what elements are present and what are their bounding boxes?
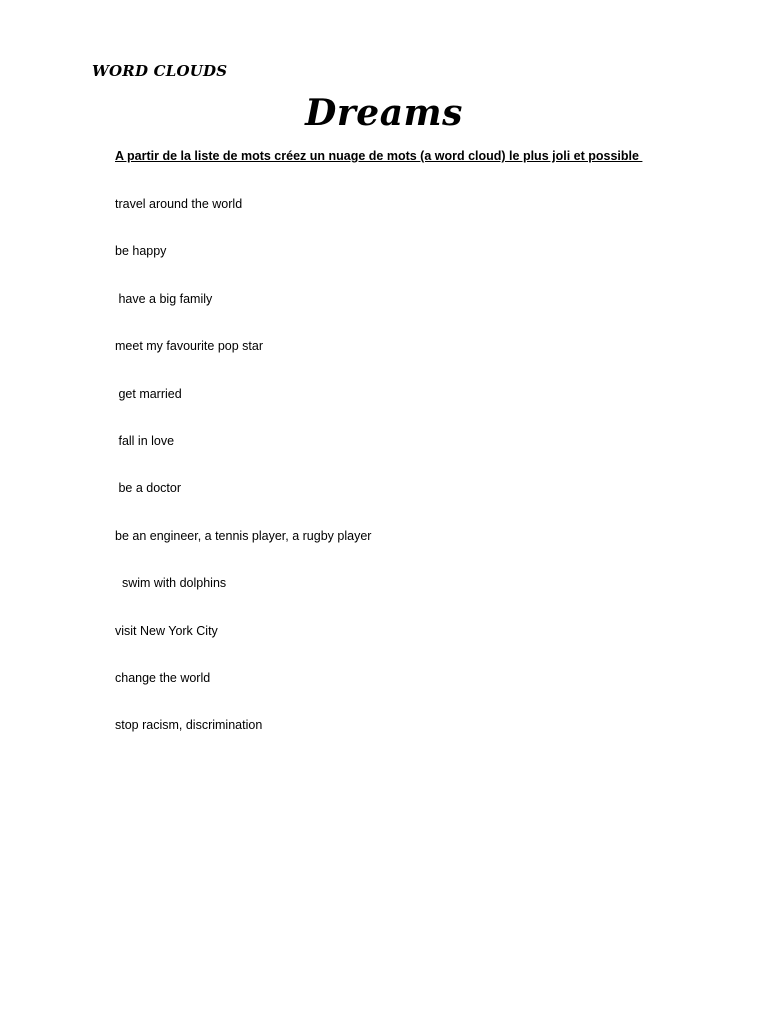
header-label: WORD CLOUDS: [92, 62, 228, 80]
list-item: be an engineer, a tennis player, a rugby player: [115, 528, 372, 543]
page-title: Dreams: [305, 92, 463, 134]
list-item: fall in love: [115, 433, 175, 448]
dream-list: [115, 196, 371, 765]
list-item: be a doctor: [115, 481, 182, 496]
list-item: change the world: [115, 670, 211, 685]
list-item: have a big family: [115, 291, 213, 306]
list-item: get married: [115, 386, 182, 401]
list-item: meet my favourite pop star: [115, 339, 263, 354]
list-item: swim with dolphins: [115, 576, 227, 591]
list-item: stop racism, discrimination: [115, 718, 263, 733]
list-item: be happy: [115, 244, 167, 259]
list-item: visit New York City: [115, 623, 218, 638]
list-item: travel around the world: [115, 197, 243, 211]
instruction-text: A partir de la liste de mots créez un nuage de mots (a word cloud) le plus joli et possible: [115, 149, 643, 163]
